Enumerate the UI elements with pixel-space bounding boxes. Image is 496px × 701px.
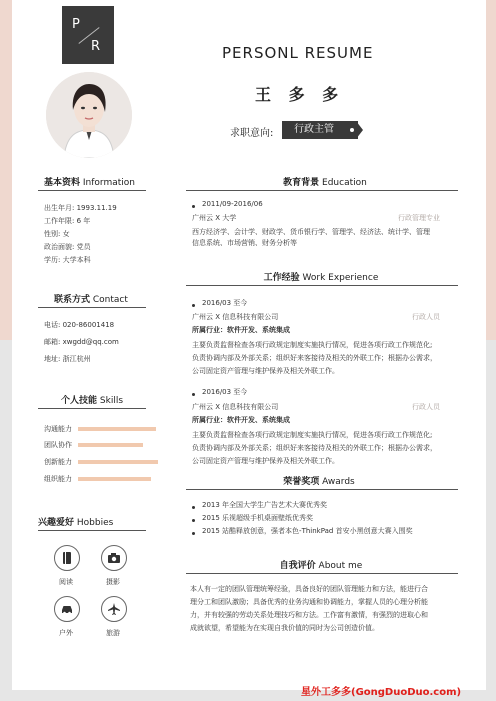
job-date: 2016/03 至今 (202, 388, 248, 396)
about-heading: 自我评价 About me (279, 561, 363, 571)
basic-divider (38, 190, 146, 191)
job-description: 主要负责监督检查各项行政规定制度实施执行情况，促进各项行政工作规范化; (192, 431, 433, 439)
hobby-label: 摄影 (106, 578, 120, 586)
logo-letter-p: P (72, 17, 80, 32)
logo-letter-r: R (91, 39, 101, 54)
bullet (192, 532, 195, 535)
education-courses: 西方经济学、会计学、财政学、货币银行学、管理学、经济法、统计学、管理 (192, 228, 430, 236)
skills-heading: 个人技能 Skills (61, 396, 124, 406)
skill-level-bar (78, 477, 151, 481)
job-company: 广州云 X 信息科技有限公司 (192, 313, 279, 321)
basic-item: 出生年月: 1993.11.19 (44, 204, 117, 212)
car-icon (54, 596, 80, 622)
awards-divider (186, 489, 458, 490)
skill-label: 组织能力 (44, 475, 72, 483)
camera-icon (101, 545, 127, 571)
education-date: 2011/09-2016/06 (202, 200, 263, 208)
education-heading: 教育背景 Education (283, 178, 367, 188)
skill-level-bar (78, 460, 158, 464)
about-text: 本人有一定的团队管理统筹经验，具备良好的团队管理能力和方法，能进行合 (190, 585, 428, 593)
skills-divider (38, 408, 146, 409)
book-icon (54, 545, 80, 571)
job-description: 公司固定资产管理与维护保养及相关外联工作。 (192, 457, 339, 465)
bullet (192, 519, 195, 522)
work-divider (186, 285, 458, 286)
bullet (192, 506, 195, 509)
about-text: 力，并有较强的劳动关系处理技巧和方法。工作富有激情，有强烈的进取心和 (190, 611, 428, 619)
job-description: 负责协调内部及外部关系；组织好来客接待及相关的外联工作；根据办公需求， (192, 444, 437, 452)
education-divider (186, 190, 458, 191)
watermark-text: 星外工多多(GongDuoDuo.com) (301, 687, 462, 698)
about-divider (186, 573, 458, 574)
basic-item: 政治面貌: 党员 (44, 243, 91, 251)
basic-info-heading (44, 175, 135, 188)
education-courses: 信息系统、市场营销、财务分析等 (192, 239, 297, 247)
skill-label: 创新能力 (44, 458, 72, 466)
profile-photo (46, 72, 132, 158)
about-text: 成就欲望，希望能为在实现自我价值的同时为公司创造价值。 (190, 624, 379, 632)
job-industry: 所属行业：软件开发、系统集成 (192, 416, 290, 424)
about-text: 理分工和团队激励；具备优秀的业务沟通和协调能力，掌握人员的心理分析能 (190, 598, 428, 606)
job-date: 2016/03 至今 (202, 299, 248, 307)
award-item: 2013 年全国大学生广告艺术大赛优秀奖 (202, 501, 328, 509)
bullet (192, 205, 195, 208)
hobby-label: 旅游 (106, 629, 120, 637)
job-description: 主要负责监督检查各项行政规定制度实施执行情况，促进各项行政工作规范化; (192, 341, 433, 349)
job-intent-value: 行政主管 (282, 121, 358, 139)
education-major: 行政管理专业 (398, 214, 440, 222)
contact-divider (38, 307, 146, 308)
hobby-label: 阅读 (59, 578, 73, 586)
skill-label: 团队协作 (44, 441, 72, 449)
job-description: 公司固定资产管理与维护保养及相关外联工作。 (192, 367, 339, 375)
basic-heading-en: Information (82, 178, 135, 188)
skill-level-bar (78, 443, 143, 447)
job-role: 行政人员 (412, 403, 440, 411)
basic-item: 学历: 大学本科 (44, 256, 91, 264)
contact-email: 邮箱: xwgdd@qq.com (44, 338, 119, 346)
hobbies-divider (38, 530, 146, 531)
resume-title: PERSONL RESUME (222, 44, 374, 62)
job-industry: 所属行业：软件开发、系统集成 (192, 326, 290, 334)
job-intent-label: 求职意向: (230, 128, 274, 139)
contact-heading: 联系方式 Contact (54, 295, 128, 305)
intent-arrow-shape (356, 121, 363, 139)
job-company: 广州云 X 信息科技有限公司 (192, 403, 279, 411)
award-item: 2015 站酷释放创意，强者本色-ThinkPad 首安小黑创意大赛入围奖 (202, 527, 413, 535)
contact-phone: 电话: 020-86001418 (44, 321, 115, 329)
contact-address: 地址: 浙江杭州 (44, 355, 91, 363)
job-role: 行政人员 (412, 313, 440, 321)
basic-heading-cn: 基本资料 (44, 178, 81, 188)
bullet (192, 393, 195, 396)
basic-item: 工作年限: 6 年 (44, 217, 91, 225)
awards-heading: 荣誉奖项 Awards (283, 477, 355, 487)
person-name: 王 多 多 (255, 85, 345, 104)
basic-item: 性别: 女 (44, 230, 70, 238)
logo (62, 6, 114, 64)
education-school: 广州云 X 大学 (192, 214, 237, 222)
intent-dot (350, 128, 354, 132)
award-item: 2015 乐视超级手机桌面壁纸优秀奖 (202, 514, 314, 522)
skill-label: 沟通能力 (44, 425, 72, 433)
hobbies-heading: 兴趣爱好 Hobbies (38, 518, 114, 528)
hobby-label: 户外 (59, 629, 73, 637)
airplane-icon (101, 596, 127, 622)
work-heading: 工作经验 Work Experience (263, 273, 379, 283)
skill-level-bar (78, 427, 156, 431)
bullet (192, 304, 195, 307)
job-description: 负责协调内部及外部关系；组织好来客接待及相关的外联工作；根据办公需求， (192, 354, 437, 362)
